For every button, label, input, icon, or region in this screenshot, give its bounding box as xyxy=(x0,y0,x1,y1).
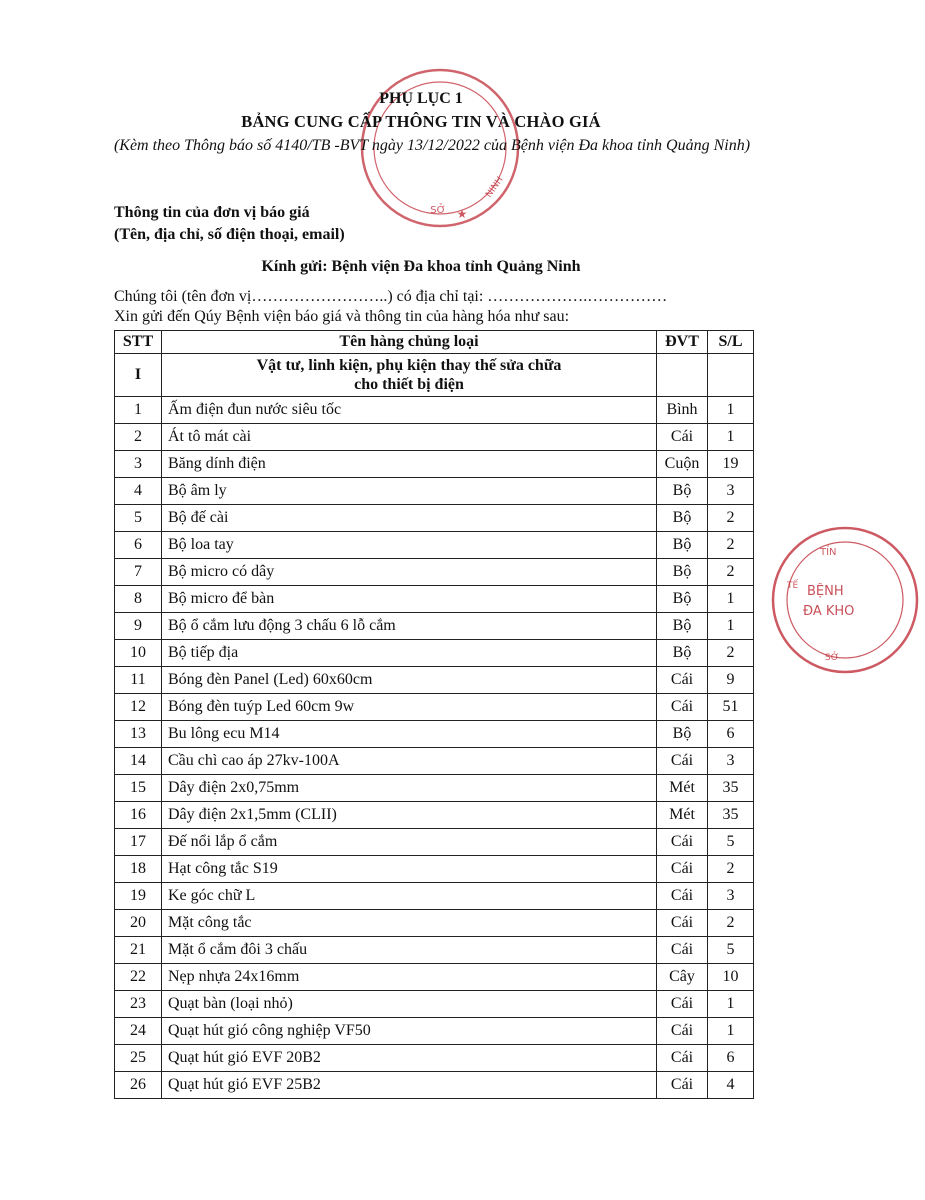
row-qty: 2 xyxy=(708,559,754,586)
partial-seal-icon xyxy=(765,520,925,680)
row-unit: Cuộn xyxy=(657,451,708,478)
row-stt: 10 xyxy=(115,640,162,667)
row-qty: 9 xyxy=(708,667,754,694)
row-unit: Cái xyxy=(657,937,708,964)
row-unit: Mét xyxy=(657,775,708,802)
row-unit: Cái xyxy=(657,424,708,451)
row-stt: 1 xyxy=(115,397,162,424)
row-stt: 19 xyxy=(115,883,162,910)
row-stt: 21 xyxy=(115,937,162,964)
row-item-name: Bộ micro có dây xyxy=(162,559,657,586)
row-item-name: Bộ loa tay xyxy=(162,532,657,559)
table-row xyxy=(115,424,754,451)
row-item-name: Át tô mát cài xyxy=(162,424,657,451)
row-unit: Bộ xyxy=(657,505,708,532)
row-unit: Cái xyxy=(657,694,708,721)
row-item-name: Bộ âm ly xyxy=(162,478,657,505)
table-row xyxy=(115,667,754,694)
row-item-name: Ấm điện đun nước siêu tốc xyxy=(162,397,657,424)
row-item-name: Quạt hút gió công nghiệp VF50 xyxy=(162,1018,657,1045)
row-unit: Bộ xyxy=(657,532,708,559)
table-row xyxy=(115,532,754,559)
row-qty: 51 xyxy=(708,694,754,721)
section-number: I xyxy=(115,354,162,397)
row-stt: 15 xyxy=(115,775,162,802)
row-stt: 11 xyxy=(115,667,162,694)
row-stt: 20 xyxy=(115,910,162,937)
row-qty: 1 xyxy=(708,424,754,451)
row-item-name: Cầu chì cao áp 27kv-100A xyxy=(162,748,657,775)
section-qty-empty xyxy=(708,354,754,397)
table-row xyxy=(115,397,754,424)
row-qty: 2 xyxy=(708,910,754,937)
row-item-name: Đế nổi lắp ổ cắm xyxy=(162,829,657,856)
row-stt: 25 xyxy=(115,1045,162,1072)
table-row xyxy=(115,694,754,721)
row-item-name: Dây điện 2x0,75mm xyxy=(162,775,657,802)
row-qty: 5 xyxy=(708,829,754,856)
row-unit: Cái xyxy=(657,667,708,694)
row-stt: 9 xyxy=(115,613,162,640)
row-item-name: Quạt bàn (loại nhỏ) xyxy=(162,991,657,1018)
row-unit: Cây xyxy=(657,964,708,991)
table-row xyxy=(115,991,754,1018)
row-unit: Bộ xyxy=(657,478,708,505)
table-row xyxy=(115,451,754,478)
row-stt: 7 xyxy=(115,559,162,586)
row-stt: 26 xyxy=(115,1072,162,1099)
row-qty: 10 xyxy=(708,964,754,991)
row-qty: 35 xyxy=(708,802,754,829)
document-reference-note: (Kèm theo Thông báo số 4140/TB -BVT ngày 13/12/2022 của Bệnh viện Đa khoa tỉnh Quảng Ninh) xyxy=(113,137,751,154)
row-unit: Cái xyxy=(657,1045,708,1072)
table-row xyxy=(115,1045,754,1072)
row-qty: 2 xyxy=(708,640,754,667)
table-row xyxy=(115,802,754,829)
intro-line-company: Chúng tôi (tên đơn vị……………………..) có địa chỉ tại: ……………….…………… xyxy=(114,288,668,305)
header-stt: STT xyxy=(115,331,162,354)
row-qty: 3 xyxy=(708,883,754,910)
row-stt: 12 xyxy=(115,694,162,721)
row-stt: 8 xyxy=(115,586,162,613)
table-row xyxy=(115,478,754,505)
table-row xyxy=(115,586,754,613)
table-row xyxy=(115,910,754,937)
row-item-name: Quạt hút gió EVF 20B2 xyxy=(162,1045,657,1072)
row-stt: 5 xyxy=(115,505,162,532)
row-item-name: Ke góc chữ L xyxy=(162,883,657,910)
row-unit: Bộ xyxy=(657,559,708,586)
table-row xyxy=(115,883,754,910)
row-qty: 1 xyxy=(708,586,754,613)
row-qty: 1 xyxy=(708,1018,754,1045)
row-unit: Bộ xyxy=(657,586,708,613)
table-header-row xyxy=(115,331,754,354)
row-qty: 5 xyxy=(708,937,754,964)
row-qty: 2 xyxy=(708,505,754,532)
svg-text:ĐA KHO: ĐA KHO xyxy=(803,604,855,619)
row-item-name: Nẹp nhựa 24x16mm xyxy=(162,964,657,991)
row-unit: Bộ xyxy=(657,640,708,667)
table-row xyxy=(115,775,754,802)
row-stt: 22 xyxy=(115,964,162,991)
table-row xyxy=(115,964,754,991)
row-qty: 3 xyxy=(708,478,754,505)
row-unit: Cái xyxy=(657,883,708,910)
row-stt: 18 xyxy=(115,856,162,883)
table-row xyxy=(115,559,754,586)
intro-line-request: Xin gửi đến Qúy Bệnh viện báo giá và thông tin của hàng hóa như sau: xyxy=(114,308,570,325)
table-row xyxy=(115,748,754,775)
table-row xyxy=(115,937,754,964)
table-row xyxy=(115,829,754,856)
row-qty: 3 xyxy=(708,748,754,775)
appendix-title: PHỤ LỤC 1 xyxy=(379,90,463,107)
row-stt: 13 xyxy=(115,721,162,748)
row-unit: Cái xyxy=(657,829,708,856)
row-qty: 2 xyxy=(708,856,754,883)
svg-text:★: ★ xyxy=(456,207,468,221)
table-row xyxy=(115,1072,754,1099)
vendor-info-hint: (Tên, địa chỉ, số điện thoại, email) xyxy=(114,226,345,243)
section-title-line1: Vật tư, linh kiện, phụ kiện thay thế sửa chữa xyxy=(256,357,562,374)
row-qty: 6 xyxy=(708,1045,754,1072)
row-item-name: Bộ đế cài xyxy=(162,505,657,532)
table-row xyxy=(115,1018,754,1045)
row-qty: 6 xyxy=(708,721,754,748)
section-unit-empty xyxy=(657,354,708,397)
quotation-table xyxy=(114,330,754,1099)
row-item-name: Dây điện 2x1,5mm (CLII) xyxy=(162,802,657,829)
svg-text:TỈN: TỈN xyxy=(820,547,837,558)
header-qty: S/L xyxy=(708,331,754,354)
table-row xyxy=(115,721,754,748)
row-stt: 6 xyxy=(115,532,162,559)
row-unit: Bình xyxy=(657,397,708,424)
row-qty: 1 xyxy=(708,397,754,424)
svg-text:NINH: NINH xyxy=(484,175,506,200)
row-unit: Cái xyxy=(657,856,708,883)
row-unit: Cái xyxy=(657,991,708,1018)
header-name: Tên hàng chủng loại xyxy=(162,331,657,354)
table-row xyxy=(115,640,754,667)
addressee-line: Kính gửi: Bệnh viện Đa khoa tỉnh Quảng Ninh xyxy=(261,258,581,275)
section-title xyxy=(162,354,657,397)
row-item-name: Hạt công tắc S19 xyxy=(162,856,657,883)
row-unit: Bộ xyxy=(657,613,708,640)
row-item-name: Mặt ổ cắm đôi 3 chấu xyxy=(162,937,657,964)
svg-text:TẾ: TẾ xyxy=(787,581,799,591)
row-item-name: Bóng đèn Panel (Led) 60x60cm xyxy=(162,667,657,694)
row-unit: Cái xyxy=(657,910,708,937)
row-stt: 2 xyxy=(115,424,162,451)
row-stt: 4 xyxy=(115,478,162,505)
row-qty: 1 xyxy=(708,613,754,640)
row-item-name: Bộ ổ cắm lưu động 3 chấu 6 lỗ cắm xyxy=(162,613,657,640)
row-item-name: Bộ micro để bàn xyxy=(162,586,657,613)
row-stt: 3 xyxy=(115,451,162,478)
section-title-line2: cho thiết bị điện xyxy=(354,376,464,393)
table-row xyxy=(115,856,754,883)
row-item-name: Mặt công tắc xyxy=(162,910,657,937)
vendor-info-heading: Thông tin của đơn vị báo giá xyxy=(114,204,310,221)
row-qty: 35 xyxy=(708,775,754,802)
row-qty: 4 xyxy=(708,1072,754,1099)
row-item-name: Bu lông ecu M14 xyxy=(162,721,657,748)
row-stt: 14 xyxy=(115,748,162,775)
svg-text:SỞ: SỞ xyxy=(825,653,839,663)
row-stt: 23 xyxy=(115,991,162,1018)
row-qty: 2 xyxy=(708,532,754,559)
row-qty: 1 xyxy=(708,991,754,1018)
row-unit: Bộ xyxy=(657,721,708,748)
document-title: BẢNG CUNG CẤP THÔNG TIN VÀ CHÀO GIÁ xyxy=(241,112,601,131)
row-stt: 24 xyxy=(115,1018,162,1045)
table-row xyxy=(115,613,754,640)
row-unit: Cái xyxy=(657,1018,708,1045)
row-item-name: Băng dính điện xyxy=(162,451,657,478)
row-stt: 17 xyxy=(115,829,162,856)
row-qty: 19 xyxy=(708,451,754,478)
svg-text:BỆNH: BỆNH xyxy=(807,584,844,599)
section-row xyxy=(115,354,754,397)
header-unit: ĐVT xyxy=(657,331,708,354)
row-unit: Cái xyxy=(657,748,708,775)
row-item-name: Bóng đèn tuýp Led 60cm 9w xyxy=(162,694,657,721)
table-row xyxy=(115,505,754,532)
row-unit: Mét xyxy=(657,802,708,829)
row-stt: 16 xyxy=(115,802,162,829)
svg-text:SỞ: SỞ xyxy=(430,205,446,216)
row-unit: Cái xyxy=(657,1072,708,1099)
row-item-name: Quạt hút gió EVF 25B2 xyxy=(162,1072,657,1099)
row-item-name: Bộ tiếp địa xyxy=(162,640,657,667)
